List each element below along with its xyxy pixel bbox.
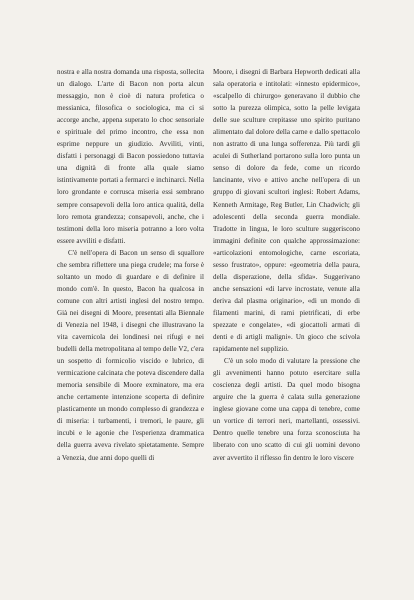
paragraph: C'è nell'opera di Bacon un senso di squallore che sembra riflettere una piega crudele; ma forse è soltanto un modo di guardare e di definire il mondo com'è. In questo, Bacon ha qualcosa in comune con altri artisti inglesi del nostro tempo. Già nei disegni di Moore, presentati alla Biennale di Venezia nel 1948, i disegni che illustravano la vita cavernicola dei londinesi nei rifugi e nei budelli della metropolitana al tempo delle V2, c'era un sospetto di formicolio viscido e lubrico, di vermicazione calcinata che poteva discendere dalla memoria sensibile di Moore exminatore, ma era anche certamente intenzione scoperta di definire plasticamente un mondo complesso di grandezza e di miseria: i turbamenti, i tremori, le paure, gli incubi e le agonie che l'esperienza drammatica della guerra aveva rivelato spietatamente. Sempre a Venezia, due anni dopo quelli di bbox=[57, 248, 204, 462]
paragraph: Moore, i disegni di Barbara Hepworth dedicati alla sala operatoria e intitolati: «innesto epidermico», «scalpello di chirurgo» generavano il dubbio che sotto la purezza olimpica, sotto la pelle levigata delle sue sculture crepitasse uno spirito puritano alimentato dal dolore della carne e dallo spettacolo non astratto di una lunga sofferenza. Più tardi gli aculei di Sutherland portarono sulla loro punta un senso di dolore da fede, come un ricordo lancinante, vivo e attivo anche nell'opera di un gruppo di giovani scultori inglesi: Robert Adams, Kenneth Armitage, Reg Butler, Lin Chadwich; gli adolescenti della seconda guerra mondiale. Tradotte in lingua, le loro sculture suggeriscono immagini definite con qualche approssimazione: «articolazioni entomologiche, carne escoriata, sesso frustrato», oppure: «geometria della paura, della disperazione, della sfida». Suggerivano anche sensazioni «di larve incrostate, venute alla deriva dal plasma originario», «di un mondo di filamenti marini, di rami pietrificati, di erbe spezzate e congelate», «di giocattoli armati di denti e di artigli maligni». Un gioco che scivola rapidamente nel supplizio. bbox=[213, 68, 360, 354]
text-column-right bbox=[213, 66, 360, 464]
paragraph: C'è un solo modo di valutare la pressione che gli avvenimenti hanno potuto esercitare sulla coscienza degli artisti. Da quel modo bisogna arguire che la guerra è calata sulla generazione inglese giovane come una cappa di tenebre, come un vortice di terrori neri, martellanti, ossessivi. Dentro quelle tenebre una forza sconosciuta ha liberato con uno scatto di cui gli uomini devono aver avvertito il riflesso fin dentro le loro viscere bbox=[213, 357, 360, 462]
paragraph: nostra e alla nostra domanda una risposta, sollecita un dialogo. L'arte di Bacon non porta alcun messaggio, non è cioè di natura profetica o messianica, filosofica o sociologica, ma ci si accorge anche, appena superato lo choc sensoriale e spirituale del primo incontro, che essa non esprime neppure un giudizio. Avviliti, vinti, disfatti i personaggi di Bacon possiedono tuttavia una dignità di fronte alla quale siamo istintivamente portati a fermarci e inchinarci. Nella loro grondante e corrusca miseria essi sembrano sempre consapevoli della loro antica qualità, della loro remota grandezza; consapevoli, anche, che i testimoni della loro miseria potranno a loro volta essere avviliti e disfatti. bbox=[57, 68, 204, 245]
text-column-left bbox=[57, 66, 204, 464]
